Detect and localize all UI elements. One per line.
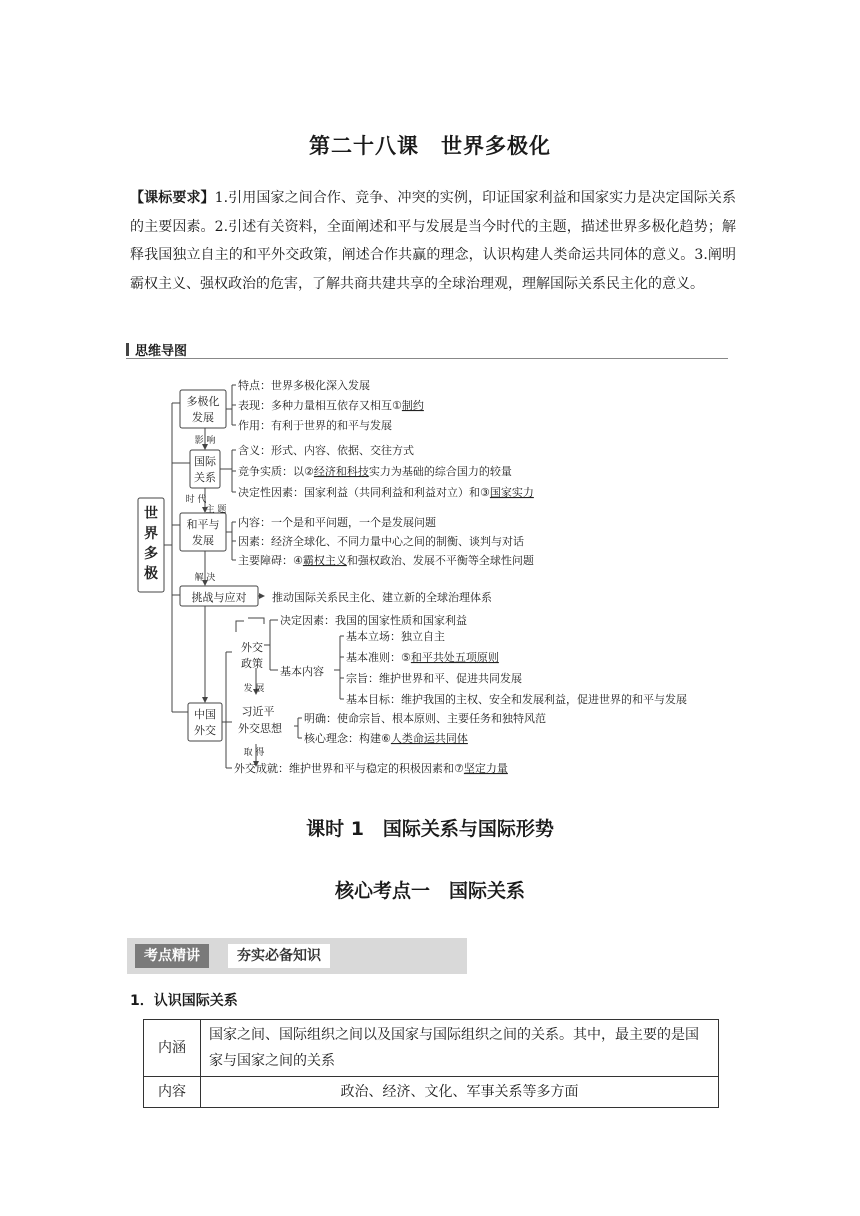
- leaf-g1: 含义：形式、内容、依据、交往方式: [238, 444, 414, 457]
- leaf-g2: 竞争实质：以②经济和科技实力为基础的综合国力的较量: [238, 465, 512, 478]
- answer-5: 和平共处五项原则: [410, 651, 499, 664]
- leaf-x1: 明确：使命宗旨、根本原则、主要任务和独特风范: [304, 712, 546, 725]
- leaf-a1: 外交成就：维护世界和平与稳定的积极因素和⑦坚定力量: [234, 762, 508, 775]
- leaf-g3: 决定性因素：国家利益（共同利益和利益对立）和③国家实力: [238, 486, 534, 499]
- connector-zhuti: 主 题: [205, 505, 227, 515]
- banner-subtitle: 夯实必备知识: [228, 944, 330, 968]
- answer-6: 人类命运共同体: [390, 732, 468, 745]
- node-duojihua-line2: 发展: [192, 411, 214, 424]
- node-xi-sixiang-line1: 习近平: [241, 705, 275, 718]
- leaf-d2: 表现：多种力量相互依存又相互①制约: [238, 399, 424, 412]
- leaf-t1: 推动国际关系民主化、建立新的全球治理体系: [272, 591, 492, 604]
- chapter-title: 第二十八课 世界多极化: [309, 134, 551, 158]
- leaf-w1: 决定因素：我国的国家性质和国家利益: [280, 614, 467, 627]
- root-label-4: 极: [144, 566, 158, 582]
- connector-fazhan: 发 展: [243, 684, 265, 694]
- mindmap-header: [126, 340, 728, 359]
- leaf-x2: 核心理念：构建⑥人类命运共同体: [304, 732, 468, 745]
- mindmap-diagram: [128, 370, 728, 780]
- node-duojihua-line1: 多极化: [186, 395, 220, 408]
- root-label-1: 世: [144, 506, 158, 522]
- connector-shidai: 时 代: [185, 495, 207, 505]
- node-zhongguo-line1: 中国: [194, 708, 216, 721]
- node-waijiao-zhengce-line2: 政策: [241, 657, 263, 670]
- header-bar-icon: [126, 343, 129, 356]
- requirements-text: 1.引用国家之间合作、竞争、冲突的实例，印证国家利益和国家实力是决定国际关系的主要因素。2.引述有关资料，全面阐述和平与发展是当今时代的主题，描述世界多极化趋势；解释我国独立自主的和平外交政策，阐述合作共赢的理念，认识构建人类命运共同体的意义。3.阐明霸权主义、强权政治的危害，了解共商共建共享的全球治理观，理解国际关系民主化的意义。: [130, 190, 737, 292]
- answer-4: 霸权主义: [302, 554, 347, 567]
- table-value: 政治、经济、文化、军事关系等多方面: [201, 1077, 719, 1108]
- section-heading: 1．认识国际关系: [130, 993, 238, 1009]
- answer-7: 坚定力量: [463, 762, 508, 775]
- core-point-title: 核心考点一 国际关系: [334, 880, 525, 902]
- leaf-b4: 基本目标：维护我国的主权、安全和发展利益，促进世界的和平与发展: [346, 693, 687, 706]
- leaf-d3: 作用：有利于世界的和平与发展: [238, 419, 392, 432]
- leaf-h1: 内容：一个是和平问题，一个是发展问题: [238, 516, 436, 529]
- mindmap: [128, 370, 728, 784]
- leaf-d1: 特点：世界多极化深入发展: [238, 379, 370, 392]
- table-key: 内涵: [144, 1020, 201, 1077]
- root-label-2: 界: [144, 526, 158, 542]
- node-zhongguo-line2: 外交: [194, 724, 216, 737]
- node-waijiao-zhengce-line1: 外交: [241, 641, 263, 654]
- connector-qude: 取 得: [243, 748, 265, 758]
- leaf-b2: 基本准则：⑤和平共处五项原则: [346, 651, 499, 664]
- node-guoji-line2: 关系: [194, 471, 216, 484]
- root-label-3: 多: [144, 546, 158, 562]
- lesson-title: 课时 1 国际关系与国际形势: [306, 818, 554, 840]
- leaf-h3: 主要障碍：④霸权主义和强权政治、发展不平衡等全球性问题: [238, 554, 534, 567]
- node-guoji-line1: 国际: [194, 455, 216, 468]
- table-value: 国家之间、国际组织之间以及国家与国际组织之间的关系。其中，最主要的是国家与国家之间的关系: [201, 1020, 719, 1077]
- table-key: 内容: [144, 1077, 201, 1108]
- answer-3: 国家实力: [489, 486, 534, 499]
- leaf-b3: 宗旨：维护世界和平、促进共同发展: [346, 672, 522, 685]
- requirements-lead: 【课标要求】: [130, 190, 215, 206]
- international-relations-table: [143, 1019, 719, 1108]
- connector-yingxiang: 影 响: [194, 436, 216, 446]
- banner-tag: 考点精讲: [135, 944, 209, 968]
- node-tiaozhan: 挑战与应对: [191, 591, 247, 604]
- node-heping-line1: 和平与: [186, 518, 220, 531]
- section-banner: [127, 938, 467, 974]
- mindmap-header-label: 思维导图: [135, 344, 188, 359]
- node-xi-sixiang-line2: 外交思想: [238, 722, 282, 735]
- node-heping-line2: 发展: [192, 534, 214, 547]
- curriculum-requirements: [130, 184, 736, 298]
- table-row: [144, 1020, 719, 1077]
- node-basic-content: 基本内容: [280, 665, 324, 678]
- leaf-b1: 基本立场：独立自主: [346, 630, 445, 643]
- table-row: [144, 1077, 719, 1108]
- leaf-h2: 因素：经济全球化、不同力量中心之间的制衡、谈判与对话: [238, 535, 524, 548]
- answer-1: 制约: [401, 399, 424, 412]
- answer-2: 经济和科技: [313, 465, 369, 478]
- connector-jiejue: 解 决: [194, 573, 216, 583]
